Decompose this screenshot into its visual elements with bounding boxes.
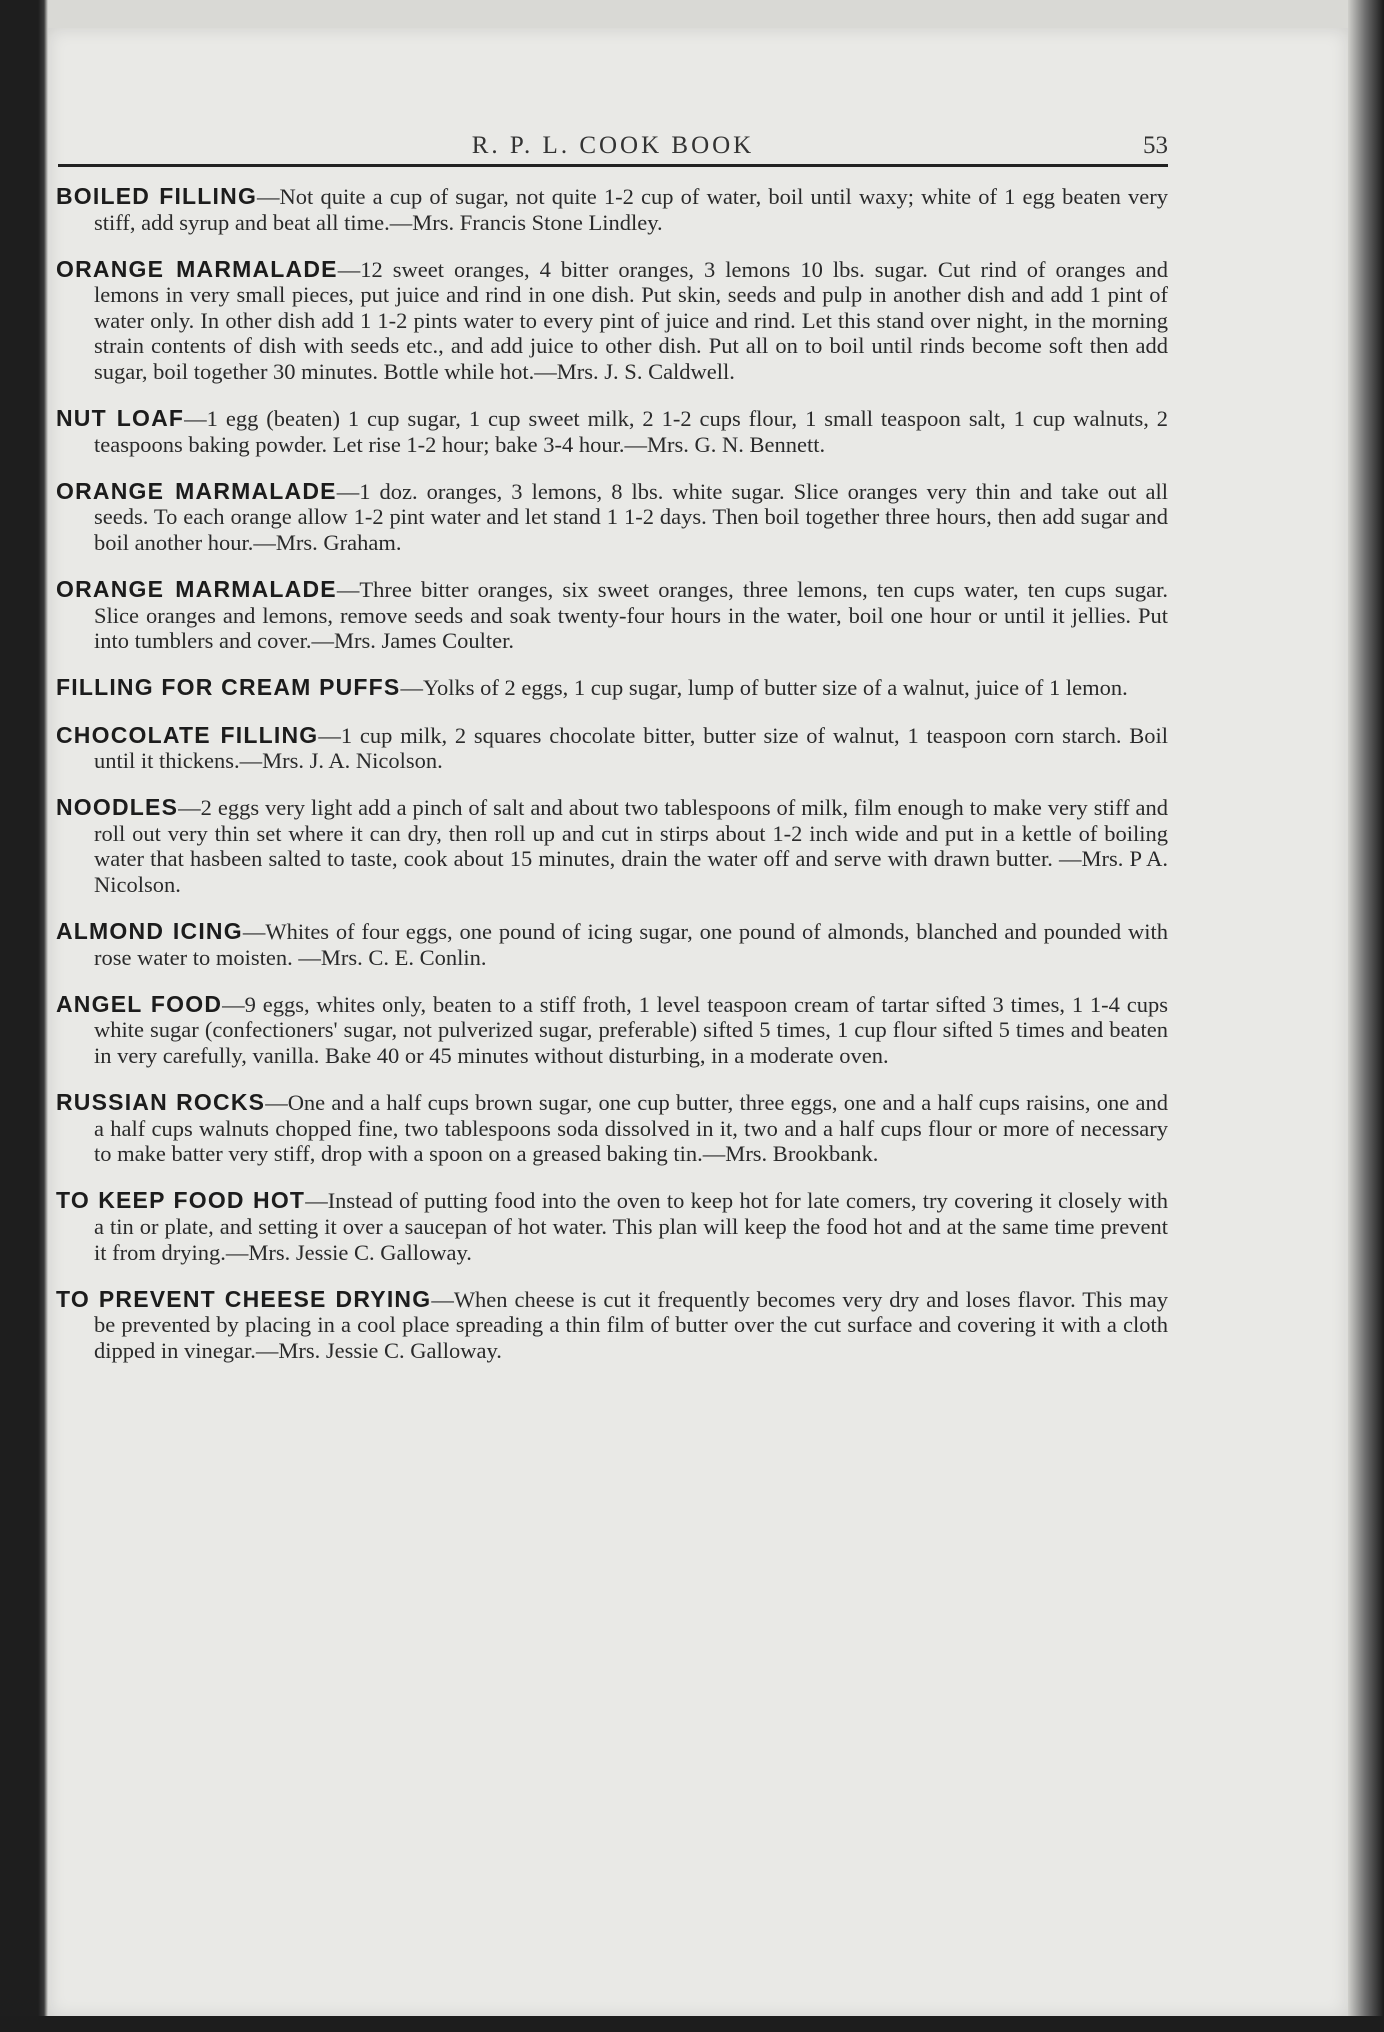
recipe-text: —Three bitter oranges, six sweet oranges, three lemons, ten cups water, ten cups sugar. Slice oranges and lemons, remove seeds and soak twenty-four hours in the water, boil one hour or until it jellies. Put into tumblers and cover.—Mrs. James Coulter. — [94, 577, 1168, 654]
recipe-text: —Not quite a cup of sugar, not quite 1-2 cup of water, boil until waxy; white of 1 egg beaten very stiff, add syrup and beat all time.—Mrs. Francis Stone Lindley. — [94, 184, 1169, 235]
recipe-orange-marmalade-2 — [56, 479, 1168, 556]
recipe-text: —One and a half cups brown sugar, one cup butter, three eggs, one and a half cups raisins, one and a half cups walnuts chopped fine, two tablespoons soda dissolved in it, two and a half cups flour or more of necessary to make batter very stiff, drop with a spoon on a greased baking tin.—Mrs. Brookbank. — [94, 1090, 1169, 1167]
recipe-chocolate-filling — [56, 723, 1168, 774]
recipe-boiled-filling — [56, 184, 1168, 235]
recipe-filling-cream-puffs — [56, 675, 1168, 701]
recipe-title: TO KEEP FOOD HOT — [56, 1187, 306, 1214]
recipe-orange-marmalade-3 — [56, 577, 1168, 654]
recipe-noodles — [56, 795, 1168, 897]
recipe-text: —1 cup milk, 2 squares chocolate bitter, butter size of walnut, 1 teaspoon corn starch. Boil until it thickens.—Mrs. J. A. Nicolson. — [94, 722, 1169, 774]
recipe-nut-loaf — [56, 406, 1168, 457]
recipe-angel-food — [56, 992, 1168, 1069]
recipe-orange-marmalade-1 — [56, 257, 1168, 385]
recipe-text: —When cheese is cut it frequently becomes very dry and loses flavor. This may be prevented by placing in a cool place spreading a thin film of butter over the cut surface and covering it with a cloth dipped in vinegar.—Mrs. Jessie C. Galloway. — [94, 1286, 1169, 1363]
recipe-title: ANGEL FOOD — [56, 990, 223, 1017]
recipe-list — [56, 184, 1168, 1385]
recipe-prevent-cheese-drying — [56, 1287, 1168, 1364]
recipe-title: NUT LOAF — [56, 405, 185, 432]
recipe-title: ORANGE MARMALADE — [56, 477, 337, 504]
recipe-title: FILLING FOR CREAM PUFFS — [56, 674, 401, 701]
recipe-title: BOILED FILLING — [56, 183, 258, 209]
recipe-title: ALMOND ICING — [56, 918, 243, 945]
recipe-title: TO PREVENT CHEESE DRYING — [56, 1285, 432, 1312]
recipe-text: —Whites of four eggs, one pound of icing sugar, one pound of almonds, blanched and pounded with rose water to moisten. —Mrs. C. E. Conlin. — [94, 919, 1169, 970]
recipe-title: ORANGE MARMALADE — [56, 255, 338, 282]
recipe-text: —1 doz. oranges, 3 lemons, 8 lbs. white sugar. Slice oranges very thin and take out all seeds. To each orange allow 1-2 pint water and let stand 1 1-2 days. Then boil together three hours, then add sugar and boil another hour.—Mrs. Graham. — [94, 478, 1168, 556]
recipe-russian-rocks — [56, 1090, 1168, 1167]
recipe-text: —2 eggs very light add a pinch of salt and about two tablespoons of milk, film enough to make very stiff and roll out very thin set where it can dry, then roll up and cut in stirps about 1-2 inch wide and put in a kettle of boiling water that hasbeen salted to taste, cook about 15 minutes, drain the water off and serve with drawn butter. —Mrs. P A. Nicolson. — [94, 795, 1168, 897]
recipe-text: —9 eggs, whites only, beaten to a stiff froth, 1 level teaspoon cream of tartar sifted 3 times, 1 1-4 cups white sugar (confectioners' sugar, not pulverized sugar, preferable) sifted 5 times, 1 cup flour sifted 5 times and beaten in very carefully, vanilla. Bake 40 or 45 minutes without disturbing, in a moderate oven. — [94, 991, 1168, 1068]
recipe-text: —Yolks of 2 eggs, 1 cup sugar, lump of butter size of a walnut, juice of 1 lemon. — [400, 675, 1128, 701]
recipe-keep-food-hot — [56, 1188, 1168, 1265]
book-edge-bottom — [0, 2016, 1384, 2032]
recipe-title: ORANGE MARMALADE — [56, 576, 337, 603]
page-number: 53 — [1143, 132, 1168, 159]
recipe-title: RUSSIAN ROCKS — [56, 1089, 266, 1116]
recipe-title: CHOCOLATE FILLING — [56, 721, 319, 748]
recipe-text: —12 sweet oranges, 4 bitter oranges, 3 lemons 10 lbs. sugar. Cut rind of oranges and lemons in very small pieces, put juice and rind in one dish. Put skin, seeds and pulp in another dish and add 1 pint of water only. In other dish add 1 1-2 pints water to every pint of juice and rind. Let this stand over night, in the morning strain contents of dish with seeds etc., and add juice to other dish. Put all on to boil until rinds become soft then add sugar, boil together 30 minutes. Bottle while hot.—Mrs. J. S. Caldwell. — [94, 256, 1168, 385]
page-header — [58, 106, 1168, 167]
book-edge-right — [1348, 0, 1384, 2032]
recipe-text: —1 egg (beaten) 1 cup sugar, 1 cup sweet milk, 2 1-2 cups flour, 1 small teaspoon salt, 1 cup walnuts, 2 teaspoons baking powder. Let rise 1-2 hour; bake 3-4 hour.—Mrs. G. N. Bennett. — [94, 406, 1169, 457]
recipe-almond-icing — [56, 919, 1168, 970]
recipe-title: NOODLES — [56, 794, 179, 821]
running-title: R. P. L. COOK BOOK — [471, 132, 755, 159]
recipe-text: —Instead of putting food into the oven to keep hot for late comers, try covering it closely with a tin or plate, and setting it over a saucepan of hot water. This plan will keep the food hot and at the same time prevent it from drying.—Mrs. Jessie C. Galloway. — [94, 1188, 1168, 1265]
